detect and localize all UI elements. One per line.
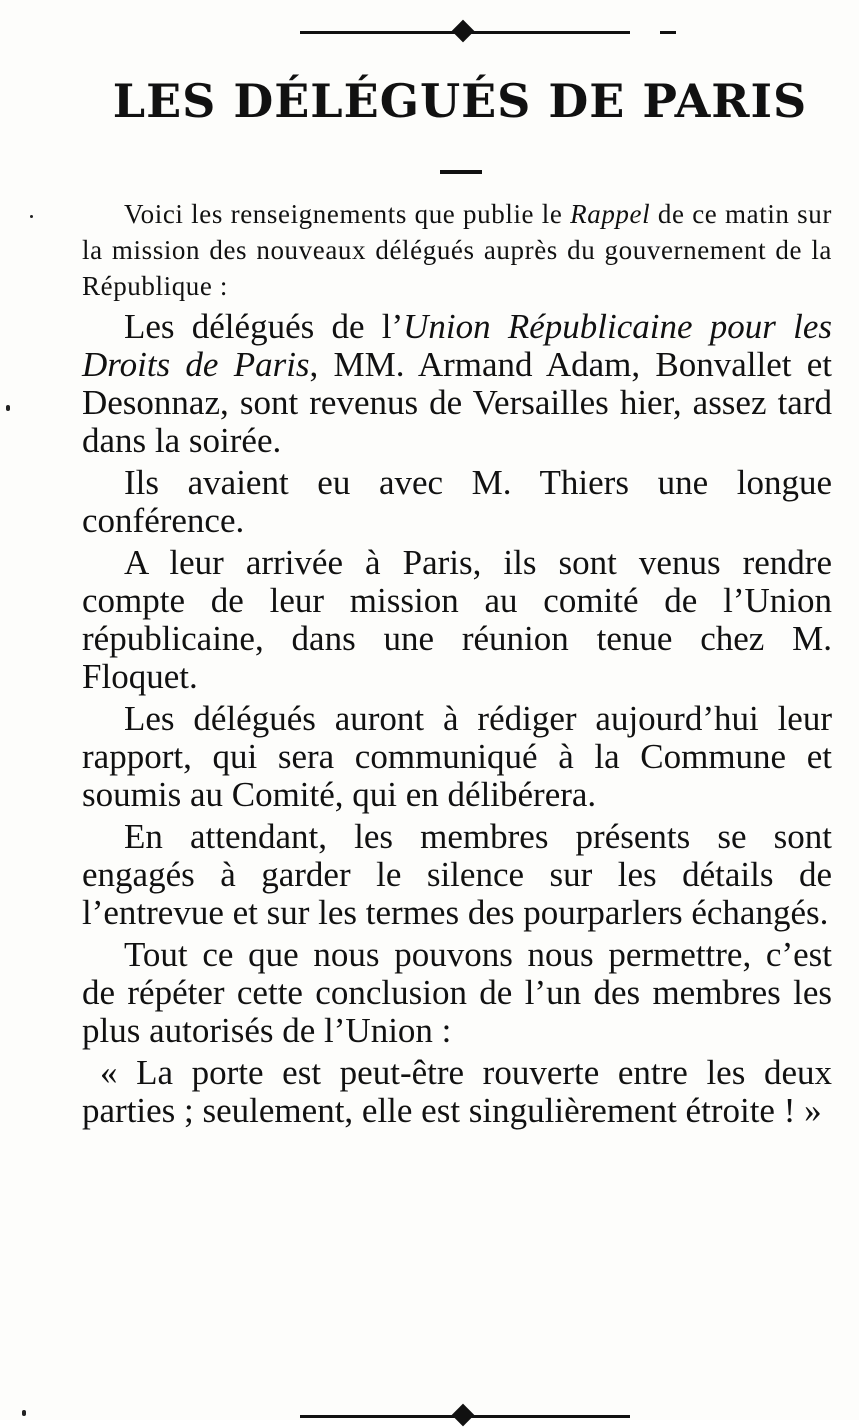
paragraph-text: , MM. Armand Adam, Bonvallet et Desonnaz, sont revenus de Versailles hier, assez tard dans la soirée. (82, 345, 832, 460)
paragraph-intro (82, 196, 832, 304)
scan-speck (6, 405, 10, 411)
paragraph-text: Voici les renseignements que publie le (124, 199, 571, 229)
top-ornament-rule (300, 20, 630, 44)
paragraph-quote: « La porte est peut-être rouverte entre les deux parties ; seulement, elle est singulièrement étroite ! » (82, 1053, 832, 1130)
ornament-diamond-icon (452, 1404, 475, 1427)
article-body (82, 196, 832, 1134)
headline-divider (440, 170, 482, 174)
organization-name: Union Républicaine pour les Droits de Paris (82, 307, 832, 384)
scan-speck (30, 215, 33, 218)
paragraph-text: de ce matin sur la mission des nouveaux délégués auprès du gouvernement de la République : (82, 199, 832, 301)
ornament-diamond-icon (452, 20, 475, 43)
bottom-ornament-rule (300, 1404, 630, 1428)
article-headline: LES DÉLÉGUÉS DE PARIS (112, 74, 808, 128)
scan-speck (22, 1410, 26, 1416)
paragraph-report: Les délégués auront à rédiger aujourd’hui leur rapport, qui sera communiqué à la Commune et soumis au Comité, qui en délibérera. (82, 699, 832, 814)
paragraph-delegates (82, 308, 832, 460)
ornament-dash (660, 31, 676, 34)
paragraph-arrival: A leur arrivée à Paris, ils sont venus rendre compte de leur mission au comité de l’Union républicaine, dans une réunion tenue chez M. Floquet. (82, 543, 832, 696)
paragraph-conclusion: Tout ce que nous pouvons nous permettre, c’est de répéter cette conclusion de l’un des membres les plus autorisés de l’Union : (82, 935, 832, 1050)
paragraph-text: Les délégués de l’ (124, 307, 404, 346)
paragraph-conference: Ils avaient eu avec M. Thiers une longue conférence. (82, 463, 832, 540)
paragraph-silence: En attendant, les membres présents se sont engagés à garder le silence sur les détails de l’entrevue et sur les termes des pourparlers échangés. (82, 817, 832, 932)
newspaper-name: Rappel (570, 199, 651, 229)
